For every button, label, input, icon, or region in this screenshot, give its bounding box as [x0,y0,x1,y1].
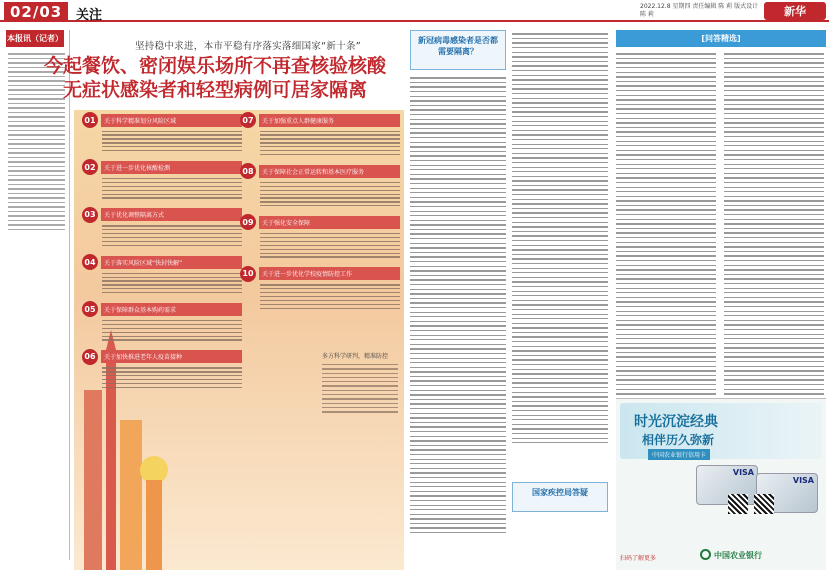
measure-item [240,214,400,257]
measure-item [240,112,400,155]
top-bar [0,0,829,22]
measure-title: 关于加强重点人群健康服务 [259,114,400,127]
page-number: 02/03 [4,2,68,22]
ad-subtitle: 相伴历久弥新 [642,433,715,447]
measure-item [82,254,242,293]
ad-banner [620,403,822,459]
middle-text-col-2 [512,30,608,447]
middle-text-col-1 [410,74,506,537]
measure-title: 关于优化调整隔离方式 [101,208,242,221]
measure-body [240,182,400,207]
measure-header [240,266,400,282]
measure-header [82,112,242,128]
qr-code-icon [728,494,748,514]
measure-number: 07 [240,112,256,128]
measure-number: 06 [82,349,98,365]
ad-title: 时光沉淀经典 [634,414,718,430]
measure-title: 关于落实风险区域“快封快解” [101,256,242,269]
measure-header [240,214,400,230]
cdc-box-title: 国家疾控局答疑 [532,488,588,497]
section-title: 关注 [76,8,103,23]
measure-item [82,159,242,198]
measure-item [240,163,400,206]
measure-title: 关于强化安全保障 [259,216,400,229]
headline-line-2: 无症状感染者和轻型病例可居家隔离 [62,79,367,101]
measure-header [82,349,242,365]
measure-number: 10 [240,266,256,282]
measure-body [82,131,242,152]
measure-item [82,349,242,388]
measure-body [240,131,400,156]
measure-number: 01 [82,112,98,128]
measure-number: 09 [240,214,256,230]
measure-number: 03 [82,207,98,223]
right-text-col-2 [724,50,824,402]
measure-title: 关于保障群众基本购药需求 [101,303,242,316]
measure-header [82,301,242,317]
measure-header [240,112,400,128]
qr-codes [728,494,774,514]
ad-footer-text: 扫码了解更多 [620,555,657,562]
left-column [4,30,70,560]
sidebar-badge: 本报讯（记者） [6,30,64,47]
headline-line-1: 今起餐饮、密闭娱乐场所不再查核验核酸 [43,55,386,77]
measure-number: 05 [82,301,98,317]
measures-column-right [240,112,400,317]
measure-title: 关于加快推进老年人疫苗接种 [101,350,242,363]
measure-header [82,207,242,223]
visa-logo-2: VISA [792,476,814,485]
bank-logo-icon [700,549,711,560]
visa-logo: VISA [732,468,754,477]
qa-box [410,30,506,70]
measure-item [82,112,242,151]
measure-number: 02 [82,159,98,175]
measure-item [240,266,400,309]
quote-text: 多方科学研判，精准防控 [322,353,389,360]
measure-number: 04 [82,254,98,270]
middle-column [410,30,610,570]
measure-number: 08 [240,163,256,179]
qa-heading: [问答精选] [616,30,826,47]
measure-header [82,159,242,175]
measure-title: 关于科学精准划分风险区域 [101,114,242,127]
measure-body [240,233,400,258]
newspaper-logo: 新华 [764,2,826,20]
measure-body [82,178,242,199]
date-info: 2022.12.8 星期四 责任编辑 陈 莉 版式设计 陈 莉 [640,3,759,18]
qa-box-title: 新冠病毒感染者是否都需要隔离？ [418,36,498,56]
bank-name: 中国农业银行 [714,550,762,560]
qr-code-icon [754,494,774,514]
measure-title: 关于进一步优化核酸检测 [101,161,242,174]
cdc-box [512,482,608,512]
right-text-col-1 [616,50,716,402]
measure-header [240,163,400,179]
measure-item [82,207,242,246]
ad-tag: 中国农业银行信用卡 [648,449,710,460]
measure-body [240,284,400,309]
measure-body [82,273,242,294]
measures-column-left [82,112,242,396]
measure-title: 关于保障社会正常运转和基本医疗服务 [259,165,400,178]
measure-header [82,254,242,270]
measure-item [82,301,242,340]
measure-body [82,225,242,246]
measure-title: 关于进一步优化学校疫情防控工作 [259,267,400,280]
advertisement[interactable] [616,398,826,570]
quote-box [322,352,398,502]
measure-body [82,367,242,388]
measure-body [82,320,242,341]
kicker: 坚持稳中求进，本市平稳有序落实落细国家“新十条” [134,41,362,52]
